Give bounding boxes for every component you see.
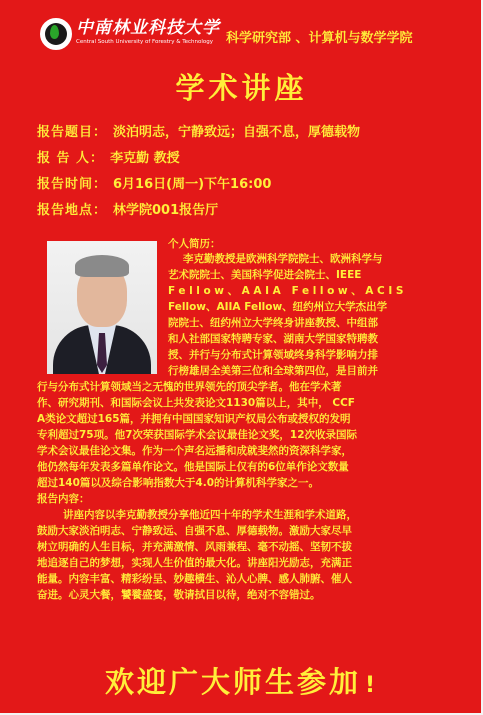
welcome-text: 欢迎广大师生参加 — [104, 665, 361, 699]
content-line: 树立明确的人生目标，并充满激情、风雨兼程、毫不动摇、坚韧不拔 — [37, 541, 352, 553]
organizing-departments: 科学研究部 、计算机与数学学院 — [226, 31, 413, 46]
welcome-slogan — [0, 660, 483, 701]
content-line: 地追逐自己的梦想，实现人生价值的最大化。讲座阳光励志，充满正 — [37, 557, 352, 569]
bio-line: 超过140篇以及综合影响指数大于4.0的计算机科学家之一。 — [37, 477, 320, 489]
place-label: 报告地点： — [37, 203, 108, 218]
speaker-photo — [47, 241, 157, 374]
poster-header — [40, 18, 470, 58]
content-line: 奋进。心灵大餐，饕餮盛宴，敬请拭目以待，绝对不容错过。 — [37, 589, 321, 601]
speaker-label: 报 告 人： — [37, 151, 105, 166]
bio-line: 行榜雄居全美第三位和全球第四位，是目前并 — [168, 365, 378, 377]
place-row — [37, 199, 218, 218]
topic-value: 淡泊明志，宁静致远；自强不息，厚德载物 — [113, 125, 361, 140]
place-value: 林学院001报告厅 — [113, 203, 219, 218]
university-logo — [76, 18, 220, 46]
university-name-en: Central South University of Forestry & Technology — [76, 39, 214, 45]
content-line: 鼓励大家淡泊明志、宁静致远、自强不息、厚德载物。激励大家尽早 — [37, 525, 352, 537]
content-line: 讲座内容以李克勤教授分享他近四十年的学术生涯和学术道路， — [63, 509, 357, 521]
bio-line: Fellow、AIIA Fellow、纽约州立大学杰出学 — [168, 301, 388, 313]
bio-line: A类论文超过165篇，并拥有中国国家知识产权局公布或授权的发明 — [37, 413, 351, 425]
bio-line: 李克勤教授是欧洲科学院院士、欧洲科学与 — [183, 253, 383, 265]
bio-line: 他仍然每年发表多篇单作论文。他是国际上仅有的6位单作论文数量 — [37, 461, 349, 473]
university-emblem-icon — [40, 18, 72, 50]
topic-row — [37, 121, 360, 140]
content-line: 能量。内容丰富、精彩纷呈、妙趣横生、沁人心脾、感人肺腑、催人 — [37, 573, 352, 585]
topic-label: 报告题目： — [37, 125, 108, 140]
speaker-row — [37, 147, 180, 166]
welcome-exclaim: ! — [364, 673, 379, 698]
poster-title: 学术讲座 — [175, 71, 308, 105]
speaker-value: 李克勤 教授 — [110, 151, 180, 166]
bio-line: 专利超过75项。他7次荣获国际学术会议最佳论文奖，12次收录国际 — [37, 429, 358, 441]
time-label: 报告时间： — [37, 177, 108, 192]
bio-line: 院院士、纽约州立大学终身讲座教授、中组部 — [168, 317, 378, 329]
university-name-cn: 中南林业科技大学 — [76, 18, 220, 38]
bio-line: 行与分布式计算领域当之无愧的世界领先的顶尖学者。他在学术著 — [37, 381, 342, 393]
content-heading: 报告内容： — [37, 493, 90, 505]
bio-line: 艺术院院士、美国科学促进会院士、IEEE — [168, 269, 362, 281]
time-value: 6月16日(周一)下午16:00 — [113, 177, 272, 192]
bio-line: 和人社部国家特聘专家、湖南大学国家特聘教 — [168, 333, 378, 345]
bio-line: 授、并行与分布式计算领域终身科学影响力排 — [168, 349, 378, 361]
bio-heading: 个人简历： — [168, 238, 221, 250]
bio-line: Fellow、AAIA Fellow、ACIS — [168, 285, 408, 297]
bio-line: 学术会议最佳论文集。作为一个声名远播和成就斐然的资深科学家， — [37, 445, 352, 457]
bio-line: 作、研究期刊、和国际会议上共发表论文1130篇以上，其中， CCF — [37, 397, 355, 409]
time-row — [37, 173, 271, 192]
